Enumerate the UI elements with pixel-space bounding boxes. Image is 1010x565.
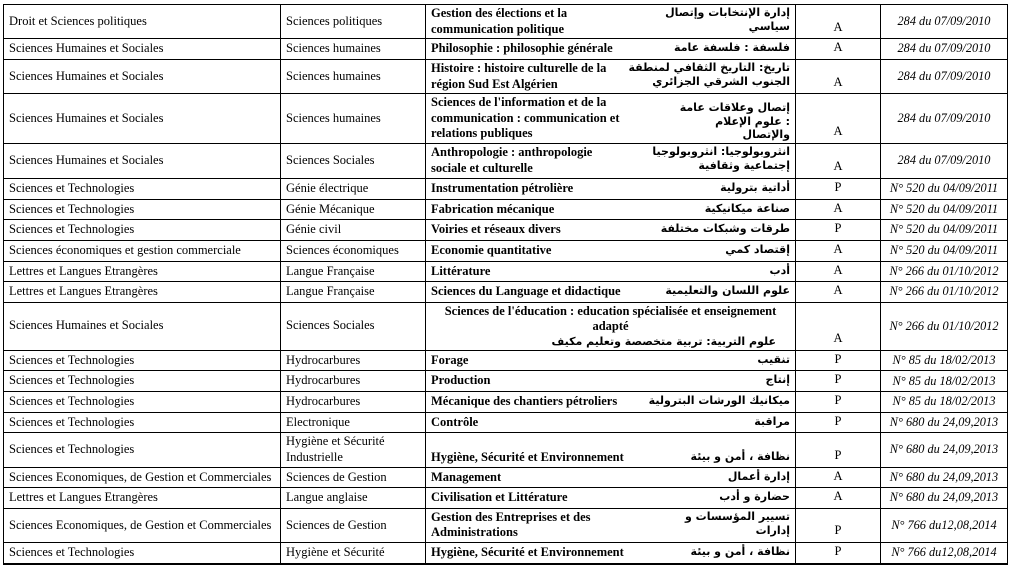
table-row	[4, 94, 1008, 144]
domain-cell: Sciences et Technologies	[4, 392, 281, 413]
specialty-arabic-label: إقتصاد كمي	[725, 242, 790, 256]
specialty-cell	[426, 350, 796, 371]
field-cell: Hydrocarbures	[281, 350, 426, 371]
specialty-content	[431, 373, 790, 389]
specialty-arabic-label: أدب	[769, 263, 790, 277]
table-row	[4, 144, 1008, 179]
program-table-body	[4, 5, 1008, 564]
specialty-french-label: Fabrication mécanique	[431, 201, 555, 216]
accreditation-type-cell: P	[796, 392, 881, 413]
specialty-arabic-label: صناعة ميكانيكية	[704, 201, 790, 215]
specialty-cell	[426, 302, 796, 350]
specialty-content	[431, 61, 790, 92]
domain-cell: Droit et Sciences politiques	[4, 5, 281, 39]
specialty-cell	[426, 220, 796, 241]
specialty-arabic-label: مراقبة	[754, 414, 790, 428]
specialty-cell	[426, 412, 796, 433]
specialty-arabic-label: تنقيب	[757, 352, 790, 366]
domain-cell: Sciences et Technologies	[4, 350, 281, 371]
specialty-arabic-label: فلسفة : فلسفة عامة	[674, 41, 790, 55]
field-cell: Génie civil	[281, 220, 426, 241]
specialty-content	[431, 145, 790, 176]
reference-number-cell: 284 du 07/09/2010	[881, 94, 1008, 144]
table-row	[4, 59, 1008, 93]
field-cell: Sciences humaines	[281, 39, 426, 60]
field-cell: Génie électrique	[281, 179, 426, 200]
reference-number-cell: N° 266 du 01/10/2012	[881, 302, 1008, 350]
reference-number-cell: N° 266 du 01/10/2012	[881, 261, 1008, 282]
specialty-content	[431, 284, 790, 300]
specialty-cell	[426, 179, 796, 200]
table-row	[4, 261, 1008, 282]
reference-number-cell: N° 520 du 04/09/2011	[881, 179, 1008, 200]
specialty-french-label: Sciences de l'éducation : education spécialisée et enseignement adapté	[444, 303, 777, 334]
specialty-content	[431, 41, 790, 57]
specialty-cell	[426, 261, 796, 282]
table-row	[4, 488, 1008, 509]
specialty-french-label: Histoire : histoire culturelle de la région Sud Est Algérien	[431, 60, 607, 91]
specialty-content	[431, 304, 790, 349]
specialty-cell	[426, 488, 796, 509]
reference-number-cell: N° 520 du 04/09/2011	[881, 220, 1008, 241]
accreditation-type-cell: P	[796, 433, 881, 467]
specialty-content	[431, 510, 790, 541]
accreditation-type-cell: P	[796, 412, 881, 433]
specialty-french-label: Instrumentation pétrolière	[431, 181, 574, 195]
accreditation-type-cell: A	[796, 59, 881, 93]
domain-cell: Sciences Humaines et Sociales	[4, 59, 281, 93]
specialty-french-label: Hygiène, Sécurité et Environnement	[431, 449, 624, 464]
specialty-french-label: Gestion des élections et la communication politique	[431, 6, 568, 36]
specialty-french-label: Management	[431, 469, 502, 484]
specialty-french-label: Littérature	[431, 263, 491, 278]
specialty-french-label: Mécanique des chantiers pétroliers	[431, 394, 618, 408]
specialty-arabic-label: إتصال وعلاقات عامة : علوم الإعلام والإتصال	[679, 100, 790, 142]
specialty-arabic-label: انثروبولوجيا: انثروبولوجيا إجتماعية وثقافية	[652, 145, 790, 173]
specialty-content	[431, 415, 790, 431]
accreditation-type-cell: P	[796, 350, 881, 371]
specialty-content	[431, 95, 790, 142]
field-cell: Génie Mécanique	[281, 199, 426, 220]
domain-cell: Sciences Humaines et Sociales	[4, 144, 281, 179]
reference-number-cell: N° 680 du 24,09,2013	[881, 412, 1008, 433]
accreditation-type-cell: P	[796, 508, 881, 542]
table-row	[4, 282, 1008, 303]
domain-cell: Sciences et Technologies	[4, 179, 281, 200]
reference-number-cell: N° 85 du 18/02/2013	[881, 392, 1008, 413]
specialty-arabic-label: حضارة و أدب	[719, 490, 790, 504]
table-row	[4, 392, 1008, 413]
specialty-content	[431, 181, 790, 197]
domain-cell: Sciences et Technologies	[4, 371, 281, 392]
domain-cell: Sciences et Technologies	[4, 543, 281, 564]
specialty-cell	[426, 240, 796, 261]
field-cell: Hydrocarbures	[281, 371, 426, 392]
field-cell: Sciences économiques	[281, 240, 426, 261]
field-cell: Sciences de Gestion	[281, 508, 426, 542]
field-cell: Sciences Sociales	[281, 302, 426, 350]
reference-number-cell: 284 du 07/09/2010	[881, 5, 1008, 39]
specialty-arabic-label: نظافة ، أمن و بيئة	[690, 545, 790, 558]
accreditation-type-cell: A	[796, 199, 881, 220]
domain-cell: Sciences Economiques, de Gestion et Commerciales	[4, 467, 281, 488]
reference-number-cell: 284 du 07/09/2010	[881, 144, 1008, 179]
table-row	[4, 467, 1008, 488]
specialty-french-label: Hygiène, Sécurité et Environnement	[431, 545, 624, 559]
table-row	[4, 240, 1008, 261]
domain-cell: Sciences Economiques, de Gestion et Commerciales	[4, 508, 281, 542]
specialty-content	[431, 353, 790, 369]
field-cell: Sciences de Gestion	[281, 467, 426, 488]
accreditation-type-cell: A	[796, 5, 881, 39]
table-row	[4, 543, 1008, 564]
reference-number-cell: N° 520 du 04/09/2011	[881, 199, 1008, 220]
reference-number-cell: N° 680 du 24,09,2013	[881, 488, 1008, 509]
specialty-arabic-label: علوم التربية: تربية متخصصة وتعليم مكيف	[551, 335, 776, 348]
accreditation-type-cell: A	[796, 302, 881, 350]
specialty-arabic-label: نظافة ، أمن و بيئة	[690, 449, 790, 463]
field-cell: Electronique	[281, 412, 426, 433]
specialty-content	[431, 202, 790, 218]
specialty-cell	[426, 371, 796, 392]
specialty-content	[431, 243, 790, 259]
reference-number-cell: 284 du 07/09/2010	[881, 59, 1008, 93]
specialty-cell	[426, 39, 796, 60]
field-cell: Hydrocarbures	[281, 392, 426, 413]
reference-number-cell: N° 766 du12,08,2014	[881, 543, 1008, 564]
specialty-content	[431, 490, 790, 506]
specialty-cell	[426, 199, 796, 220]
table-row	[4, 39, 1008, 60]
domain-cell: Sciences Humaines et Sociales	[4, 94, 281, 144]
specialty-arabic-label: إدارة أعمال	[727, 469, 790, 483]
specialty-cell	[426, 144, 796, 179]
specialty-cell	[426, 5, 796, 39]
accredited-programs-table	[3, 4, 1008, 565]
accreditation-type-cell: A	[796, 94, 881, 144]
accreditation-type-cell: A	[796, 39, 881, 60]
field-cell: Langue Française	[281, 282, 426, 303]
specialty-french-label: Forage	[431, 352, 469, 367]
reference-number-cell: N° 85 du 18/02/2013	[881, 371, 1008, 392]
specialty-arabic-label: إدارة الإنتخابات وإتصال سياسي	[665, 6, 790, 33]
field-cell: Hygiène et Sécurité Industrielle	[281, 433, 426, 467]
domain-cell: Lettres et Langues Etrangères	[4, 282, 281, 303]
specialty-content	[431, 450, 790, 466]
specialty-arabic-label: علوم اللسان والتعليمية	[665, 284, 790, 298]
domain-cell: Lettres et Langues Etrangères	[4, 261, 281, 282]
specialty-cell	[426, 282, 796, 303]
field-cell: Hygiène et Sécurité	[281, 543, 426, 564]
accreditation-type-cell: P	[796, 179, 881, 200]
specialty-arabic-label: تاريخ: التاريخ الثقافي لمنطقة الجنوب الشرقي الجزائري	[628, 60, 790, 88]
accreditation-type-cell: A	[796, 240, 881, 261]
field-cell: Langue anglaise	[281, 488, 426, 509]
specialty-french-label: Sciences du Language et didactique	[431, 284, 621, 299]
reference-number-cell: 284 du 07/09/2010	[881, 39, 1008, 60]
reference-number-cell: N° 85 du 18/02/2013	[881, 350, 1008, 371]
reference-number-cell: N° 766 du12,08,2014	[881, 508, 1008, 542]
specialty-arabic-label: أداتية بترولية	[720, 181, 790, 194]
specialty-content	[431, 6, 790, 37]
specialty-content	[431, 470, 790, 486]
specialty-cell	[426, 392, 796, 413]
specialty-content	[431, 394, 790, 410]
accreditation-type-cell: A	[796, 282, 881, 303]
specialty-cell	[426, 467, 796, 488]
domain-cell: Sciences et Technologies	[4, 433, 281, 467]
accreditation-type-cell: P	[796, 543, 881, 564]
domain-cell: Sciences Humaines et Sociales	[4, 39, 281, 60]
accreditation-type-cell: P	[796, 220, 881, 241]
specialty-arabic-label: طرقات وشبكات مختلفة	[660, 222, 790, 236]
table-row	[4, 433, 1008, 467]
accreditation-type-cell: A	[796, 467, 881, 488]
specialty-french-label: Civilisation et Littérature	[431, 490, 568, 505]
specialty-cell	[426, 508, 796, 542]
field-cell: Sciences humaines	[281, 59, 426, 93]
table-row	[4, 179, 1008, 200]
specialty-content	[431, 545, 790, 561]
field-cell: Sciences politiques	[281, 5, 426, 39]
table-row	[4, 5, 1008, 39]
field-cell: Sciences Sociales	[281, 144, 426, 179]
domain-cell: Sciences Humaines et Sociales	[4, 302, 281, 350]
table-row	[4, 371, 1008, 392]
reference-number-cell: N° 520 du 04/09/2011	[881, 240, 1008, 261]
specialty-french-label: Gestion des Entreprises et des Administrations	[431, 509, 591, 540]
specialty-cell	[426, 543, 796, 564]
domain-cell: Sciences et Technologies	[4, 412, 281, 433]
domain-cell: Sciences et Technologies	[4, 199, 281, 220]
accreditation-type-cell: P	[796, 371, 881, 392]
specialty-french-label: Economie quantitative	[431, 242, 552, 257]
accreditation-type-cell: A	[796, 488, 881, 509]
specialty-cell	[426, 94, 796, 144]
field-cell: Langue Française	[281, 261, 426, 282]
specialty-content	[431, 222, 790, 238]
specialty-cell	[426, 59, 796, 93]
specialty-french-label: Production	[431, 373, 491, 388]
table-row	[4, 199, 1008, 220]
table-row	[4, 412, 1008, 433]
table-row	[4, 220, 1008, 241]
specialty-arabic-label: تسيير المؤسسات و إدارات	[684, 509, 790, 537]
table-row	[4, 350, 1008, 371]
reference-number-cell: N° 266 du 01/10/2012	[881, 282, 1008, 303]
specialty-french-label: Sciences de l'information et de la communication : communication et relations publiques	[431, 95, 620, 141]
specialty-french-label: Anthropologie : anthropologie sociale et culturelle	[431, 145, 593, 175]
reference-number-cell: N° 680 du 24,09,2013	[881, 467, 1008, 488]
specialty-french-label: Voiries et réseaux divers	[431, 222, 561, 237]
table-row	[4, 302, 1008, 350]
specialty-cell	[426, 433, 796, 467]
specialty-arabic-label: ميكانيك الورشات البترولية	[648, 394, 790, 407]
table-row	[4, 508, 1008, 542]
accreditation-type-cell: A	[796, 261, 881, 282]
specialty-arabic-label: إنتاج	[765, 373, 790, 387]
specialty-french-label: Contrôle	[431, 414, 479, 429]
reference-number-cell: N° 680 du 24,09,2013	[881, 433, 1008, 467]
accreditation-type-cell: A	[796, 144, 881, 179]
specialty-content	[431, 264, 790, 280]
specialty-french-label: Philosophie : philosophie générale	[431, 41, 613, 56]
domain-cell: Lettres et Langues Etrangères	[4, 488, 281, 509]
domain-cell: Sciences et Technologies	[4, 220, 281, 241]
field-cell: Sciences humaines	[281, 94, 426, 144]
domain-cell: Sciences économiques et gestion commerciale	[4, 240, 281, 261]
